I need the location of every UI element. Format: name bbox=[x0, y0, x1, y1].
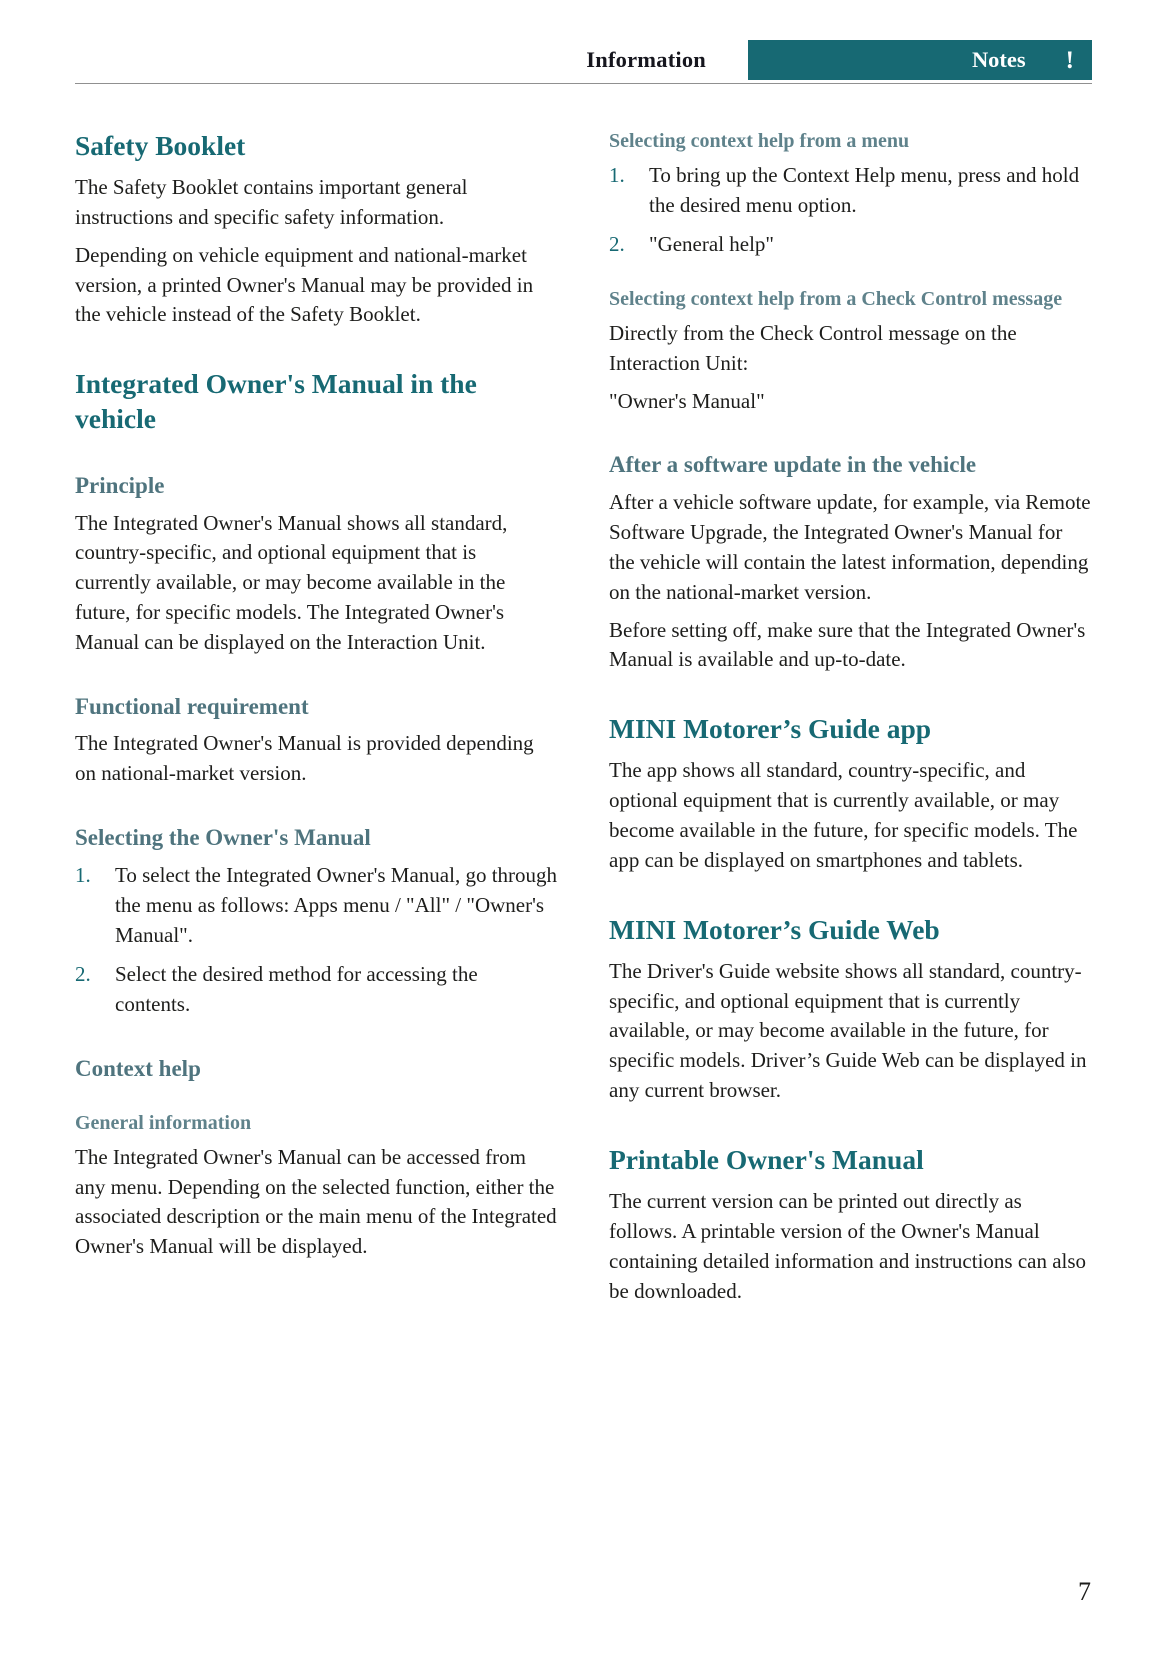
paragraph: The Integrated Owner's Manual shows all standard, country-specific, and optional equipment that is currently available, or may become available in the future, for specific models. The Integrated Owner's Manual can be displayed on the Interaction Unit. bbox=[75, 510, 508, 654]
paragraph: The app shows all standard, country-specific, and optional equipment that is currently available, or may become available in the future, for specific models. The app can be displayed on smartphones and tablets. bbox=[609, 758, 1078, 872]
paragraph: The Integrated Owner's Manual is provided depending on national-market version. bbox=[75, 731, 534, 786]
heading-general-information: General information bbox=[75, 1111, 252, 1134]
list-number: 1. bbox=[609, 162, 625, 187]
list-item bbox=[75, 960, 557, 1020]
heading-selecting-owners-manual: Selecting the Owner's Manual bbox=[75, 825, 371, 851]
list-number: 1. bbox=[75, 862, 91, 887]
heading-safety-booklet: Safety Booklet bbox=[75, 130, 246, 161]
heading-printable-owners-manual: Printable Owner's Manual bbox=[609, 1143, 924, 1175]
header-chapter-label: Notes bbox=[971, 47, 1026, 72]
page-number: 7 bbox=[1078, 1577, 1091, 1606]
paragraph: The current version can be printed out directly as follows. A printable version of the Owner's Manual containing detailed information and instructions can also be downloaded. bbox=[609, 1189, 1087, 1303]
heading-context-help-from-menu: Selecting context help from a menu bbox=[609, 130, 910, 152]
paragraph: The Safety Booklet contains important general instructions and specific safety information. bbox=[75, 175, 468, 229]
heading-context-help-from-check-control: Selecting context help from a Check Control message bbox=[609, 288, 1063, 311]
list-text: Select the desired method for accessing the contents. bbox=[115, 962, 478, 1017]
exclamation-icon: ! bbox=[1065, 46, 1074, 74]
heading-principle: Principle bbox=[75, 472, 165, 498]
heading-mini-motorers-guide-web: MINI Motorer’s Guide Web bbox=[609, 913, 940, 945]
list-item bbox=[609, 230, 1091, 260]
heading-mini-motorers-guide-app: MINI Motorer’s Guide app bbox=[609, 713, 932, 745]
left-column bbox=[75, 128, 557, 1314]
paragraph: Depending on vehicle equipment and national-market version, a printed Owner's Manual may be provided in the vehicle instead of the Safety Booklet. bbox=[75, 242, 534, 327]
right-column bbox=[609, 128, 1091, 1314]
header-divider bbox=[75, 83, 1092, 84]
heading-after-software-update: After a software update in the vehicle bbox=[609, 452, 977, 478]
header-section-label: Information bbox=[586, 47, 706, 72]
list-item bbox=[609, 161, 1091, 221]
content-columns bbox=[75, 128, 1092, 1314]
paragraph: Before setting off, make sure that the Integrated Owner's Manual is available and up-to-date. bbox=[609, 617, 1086, 672]
paragraph: Directly from the Check Control message on the Interaction Unit: bbox=[609, 321, 1017, 375]
list-text: "General help" bbox=[649, 232, 775, 257]
heading-functional-requirement: Functional requirement bbox=[75, 693, 309, 719]
quoted-menu-path: "Owner's Manual" bbox=[609, 388, 765, 413]
numbered-list-selecting-manual bbox=[75, 861, 557, 1020]
heading-context-help: Context help bbox=[75, 1056, 201, 1082]
heading-integrated-owners-manual: Integrated Owner's Manual in the vehicle bbox=[75, 368, 477, 435]
page-header bbox=[75, 40, 1092, 80]
list-text: To select the Integrated Owner's Manual, go through the menu as follows: Apps menu / "All" / "Owner's Manual". bbox=[115, 862, 558, 947]
paragraph: The Integrated Owner's Manual can be accessed from any menu. Depending on the selected function, either the associated description or the main menu of the Integrated Owner's Manual will be displayed. bbox=[75, 1144, 557, 1259]
numbered-list-context-help-menu bbox=[609, 161, 1091, 260]
paragraph: After a vehicle software update, for example, via Remote Software Upgrade, the Integrated Owner's Manual for the vehicle will contain the latest information, depending on the national-market version. bbox=[609, 490, 1091, 604]
list-number: 2. bbox=[75, 962, 91, 987]
paragraph: The Driver's Guide website shows all standard, country-specific, and optional equipment that is currently available, or may become available in the future, for specific models. Driver’s Guide Web can be displayed in any current browser. bbox=[609, 958, 1087, 1103]
list-text: To bring up the Context Help menu, press and hold the desired menu option. bbox=[649, 162, 1080, 217]
header-chapter-tab bbox=[748, 40, 1092, 80]
list-number: 2. bbox=[609, 232, 625, 257]
list-item bbox=[75, 861, 557, 950]
